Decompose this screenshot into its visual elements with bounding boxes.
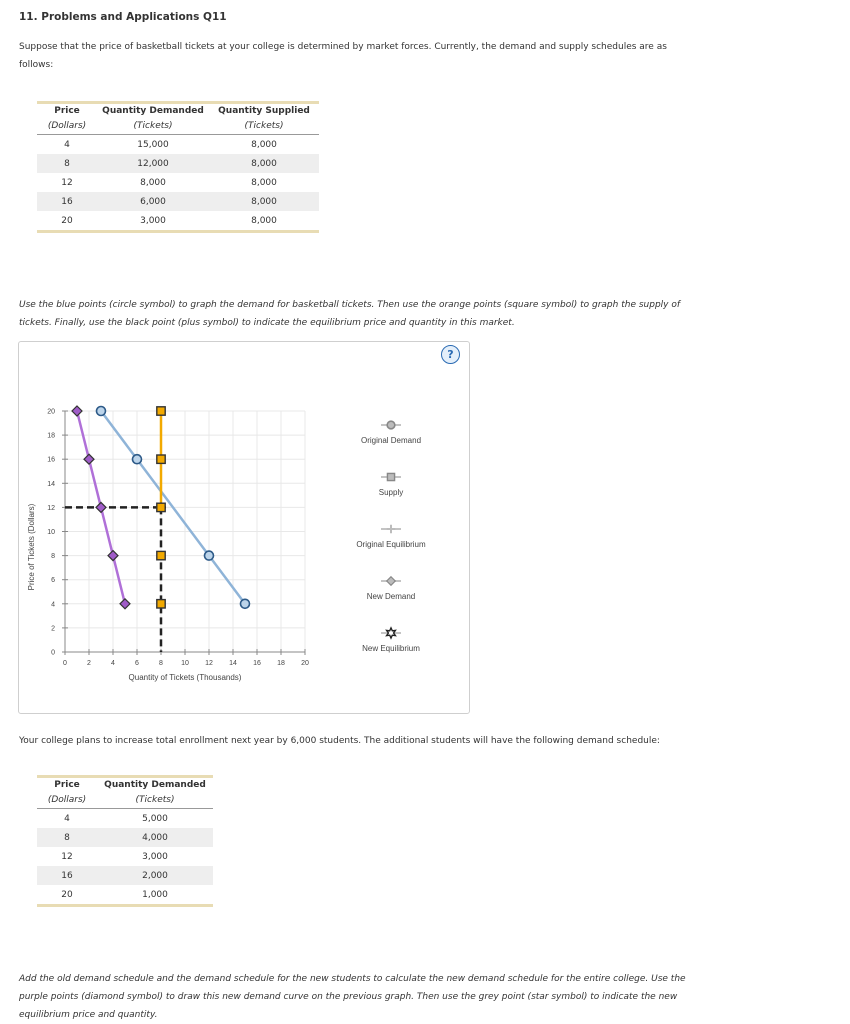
x-tick-label: 8	[159, 660, 163, 667]
new-demand-point	[108, 551, 118, 561]
x-tick-label: 20	[301, 660, 309, 667]
help-icon[interactable]: ?	[441, 345, 460, 364]
x-tick-label: 0	[63, 660, 67, 667]
legend-diamond-icon	[387, 577, 396, 586]
cell-price: 20	[61, 889, 73, 900]
cell-qd: 4,000	[97, 828, 213, 847]
x-tick-label: 16	[253, 660, 261, 667]
y-tick-label: 4	[51, 601, 55, 609]
legend-label: New Equilibrium	[362, 644, 420, 653]
instruction-line-2: tickets. Finally, use the black point (plus symbol) to indicate the equilibrium price and quantity in this market.	[19, 318, 515, 328]
cell-qs: 8,000	[251, 215, 277, 226]
final-line-3: equilibrium price and quantity.	[19, 1010, 158, 1020]
cell-price: 8	[37, 828, 97, 847]
cell-price: 16	[37, 192, 97, 211]
final-line-2: purple points (diamond symbol) to draw this new demand curve on the previous graph. Then use the grey point (star symbol) to indicate the new	[19, 992, 678, 1002]
table-row	[37, 154, 319, 173]
intro-line-1: Suppose that the price of basketball tickets at your college is determined by market forces. Currently, the demand and supply schedules are as	[19, 42, 667, 52]
supply-point	[157, 455, 165, 463]
legend-star-icon	[387, 628, 396, 638]
cell-qd: 8,000	[140, 177, 166, 188]
legend-item-new-demand	[367, 577, 415, 601]
table-row	[37, 828, 213, 847]
col-header-price: Price	[54, 106, 80, 116]
cell-qd: 15,000	[137, 139, 169, 150]
supply-point	[157, 503, 165, 511]
table-row	[37, 866, 213, 885]
cell-qd: 5,000	[142, 813, 168, 824]
table-row	[37, 809, 213, 829]
x-tick-label: 14	[229, 660, 237, 667]
original-demand-point	[241, 599, 250, 608]
legend-item-original-equilibrium	[356, 525, 426, 549]
original-demand-point	[97, 407, 106, 416]
y-tick-label: 0	[51, 649, 55, 657]
y-tick-label: 2	[51, 625, 55, 633]
cell-qs: 8,000	[251, 139, 277, 150]
y-tick-label: 12	[47, 504, 55, 512]
y-tick-label: 16	[47, 456, 55, 464]
cell-qd: 3,000	[142, 851, 168, 862]
table-row	[37, 192, 319, 211]
y-tick-label: 18	[47, 432, 55, 440]
new-students-table	[37, 775, 213, 907]
col-unit-qs: (Tickets)	[209, 119, 319, 135]
original-demand-point	[205, 551, 214, 560]
supply-demand-graph[interactable]	[18, 341, 468, 712]
col-unit-price: (Dollars)	[37, 119, 97, 135]
x-tick-label: 2	[87, 660, 91, 667]
cell-price: 8	[37, 154, 97, 173]
legend-label: Original Equilibrium	[356, 540, 426, 549]
new-demand-point	[72, 406, 82, 416]
new-demand-point	[120, 599, 130, 609]
cell-price: 4	[64, 813, 70, 824]
cell-qd: 3,000	[140, 215, 166, 226]
supply-point	[157, 407, 165, 415]
final-line-1: Add the old demand schedule and the demand schedule for the new students to calculate the new demand schedule for the entire college. Use the	[19, 974, 686, 984]
y-tick-label: 10	[47, 529, 55, 536]
cell-price: 12	[61, 177, 73, 188]
x-tick-label: 12	[205, 660, 213, 667]
supply-point	[157, 600, 165, 608]
cell-price: 16	[37, 866, 97, 885]
legend-item-original-demand	[361, 421, 421, 445]
legend-item-new-equilibrium	[362, 628, 420, 653]
cell-qs: 8,000	[251, 177, 277, 188]
col-header-qd: Quantity Demanded	[102, 106, 204, 116]
col-unit-qd: (Tickets)	[97, 793, 213, 809]
cell-price: 4	[64, 139, 70, 150]
cell-qs: 8,000	[209, 154, 319, 173]
x-tick-label: 6	[135, 660, 139, 667]
legend-plus-icon	[387, 525, 396, 534]
table-row	[37, 885, 213, 906]
table-row	[37, 135, 319, 155]
x-axis-label: Quantity of Tickets (Thousands)	[128, 673, 242, 682]
x-tick-label: 10	[181, 660, 189, 667]
page-title: 11. Problems and Applications Q11	[19, 11, 227, 23]
y-tick-label: 20	[47, 408, 55, 416]
intro-line-2: follows:	[19, 60, 54, 70]
legend-item-supply	[379, 473, 403, 497]
cell-qd: 12,000	[97, 154, 209, 173]
legend-square-icon	[387, 473, 394, 480]
col-unit-price: (Dollars)	[37, 793, 97, 809]
y-tick-label: 14	[47, 480, 55, 488]
x-tick-label: 18	[277, 660, 285, 667]
new-demand-point	[84, 454, 94, 464]
x-tick-label: 4	[111, 660, 115, 667]
cell-price: 12	[61, 851, 73, 862]
cell-qd: 2,000	[97, 866, 213, 885]
cell-qd: 6,000	[97, 192, 209, 211]
enrollment-text: Your college plans to increase total enrollment next year by 6,000 students. The additional students will have the following demand schedule:	[19, 736, 660, 746]
table-row	[37, 847, 213, 866]
cell-qd: 1,000	[142, 889, 168, 900]
table-row	[37, 211, 319, 232]
col-header-price: Price	[54, 780, 80, 790]
new-demand-point	[96, 502, 106, 512]
y-tick-label: 8	[51, 553, 55, 561]
col-unit-qd: (Tickets)	[97, 119, 209, 135]
col-header-qd: Quantity Demanded	[104, 780, 206, 790]
y-tick-label: 6	[51, 577, 55, 585]
cell-qs: 8,000	[209, 192, 319, 211]
original-demand-point	[133, 455, 142, 464]
table-row	[37, 173, 319, 192]
instruction-line-1: Use the blue points (circle symbol) to graph the demand for basketball tickets. Then use the orange points (square symbol) to graph the supply of	[19, 300, 681, 310]
legend-circle-icon	[387, 421, 395, 429]
legend-label: Original Demand	[360, 436, 422, 445]
cell-price: 20	[61, 215, 73, 226]
col-header-qs: Quantity Supplied	[218, 106, 310, 116]
schedule-table	[37, 101, 319, 233]
y-axis-label: Price of Tickets (Dollars)	[27, 503, 36, 591]
supply-point	[157, 551, 165, 559]
legend-label: Supply	[378, 488, 404, 497]
legend-label: New Demand	[366, 592, 416, 601]
